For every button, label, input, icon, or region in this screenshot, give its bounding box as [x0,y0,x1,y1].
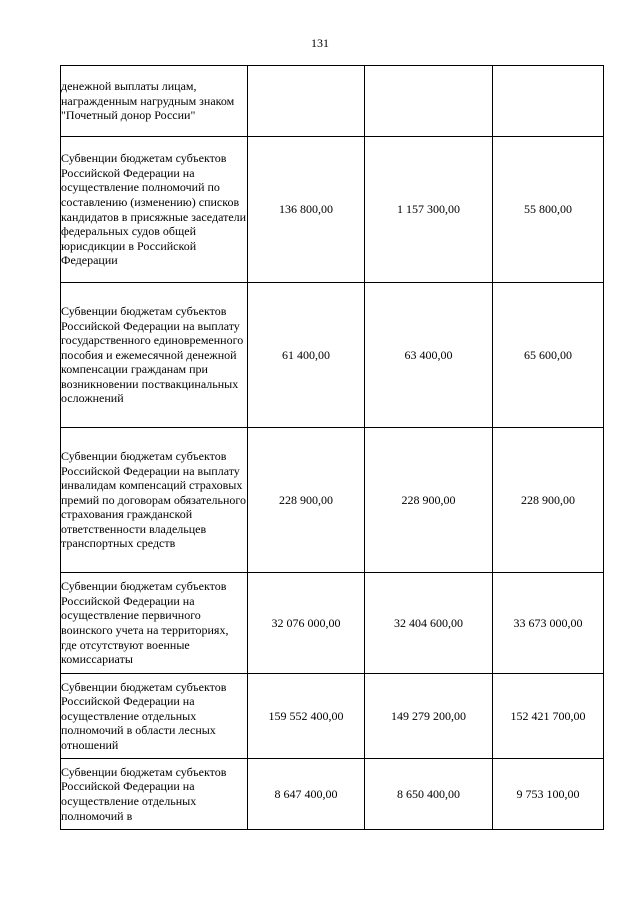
value-col-1: 136 800,00 [248,137,365,283]
value-col-1: 61 400,00 [248,283,365,428]
table-row [61,283,604,428]
value-col-1: 32 076 000,00 [248,573,365,674]
table-row [61,759,604,830]
value-col-2: 1 157 300,00 [365,137,493,283]
table-row [61,137,604,283]
row-description: Субвенции бюджетам субъектов Российской Федерации на осуществление полномочий по составлению (изменению) списков кандидатов в присяжные заседатели федеральных судов общей юрисдикции в Российской Федерации [61,137,248,283]
table-row [61,573,604,674]
value-col-1 [248,66,365,137]
value-col-2: 149 279 200,00 [365,674,493,759]
value-col-3: 55 800,00 [493,137,604,283]
row-description: денежной выплаты лицам, награжденным нагрудным знаком "Почетный донор России" [61,66,248,137]
table-row [61,428,604,573]
page-number: 131 [311,36,329,50]
value-col-3 [493,66,604,137]
value-col-2: 63 400,00 [365,283,493,428]
row-description: Субвенции бюджетам субъектов Российской Федерации на осуществление отдельных полномочий в области лесных отношений [61,674,248,759]
value-col-3: 65 600,00 [493,283,604,428]
table-row [61,674,604,759]
value-col-2: 8 650 400,00 [365,759,493,830]
value-col-2: 32 404 600,00 [365,573,493,674]
row-description: Субвенции бюджетам субъектов Российской Федерации на выплату государственного единовременного пособия и ежемесячной денежной компенсации гражданам при возникновении поствакцинальных осложнений [61,283,248,428]
table-row [61,66,604,137]
row-description: Субвенции бюджетам субъектов Российской Федерации на осуществление первичного воинского учета на территориях, где отсутствуют военные комиссариаты [61,573,248,674]
value-col-3: 9 753 100,00 [493,759,604,830]
row-description: Субвенции бюджетам субъектов Российской Федерации на осуществление отдельных полномочий в [61,759,248,830]
value-col-1: 159 552 400,00 [248,674,365,759]
value-col-3: 152 421 700,00 [493,674,604,759]
budget-table [60,65,604,830]
value-col-3: 228 900,00 [493,428,604,573]
value-col-1: 8 647 400,00 [248,759,365,830]
value-col-2 [365,66,493,137]
value-col-2: 228 900,00 [365,428,493,573]
value-col-3: 33 673 000,00 [493,573,604,674]
row-description: Субвенции бюджетам субъектов Российской Федерации на выплату инвалидам компенсаций страховых премий по договорам обязательного страхования гражданской ответственности владельцев транспортных средств [61,428,248,573]
value-col-1: 228 900,00 [248,428,365,573]
